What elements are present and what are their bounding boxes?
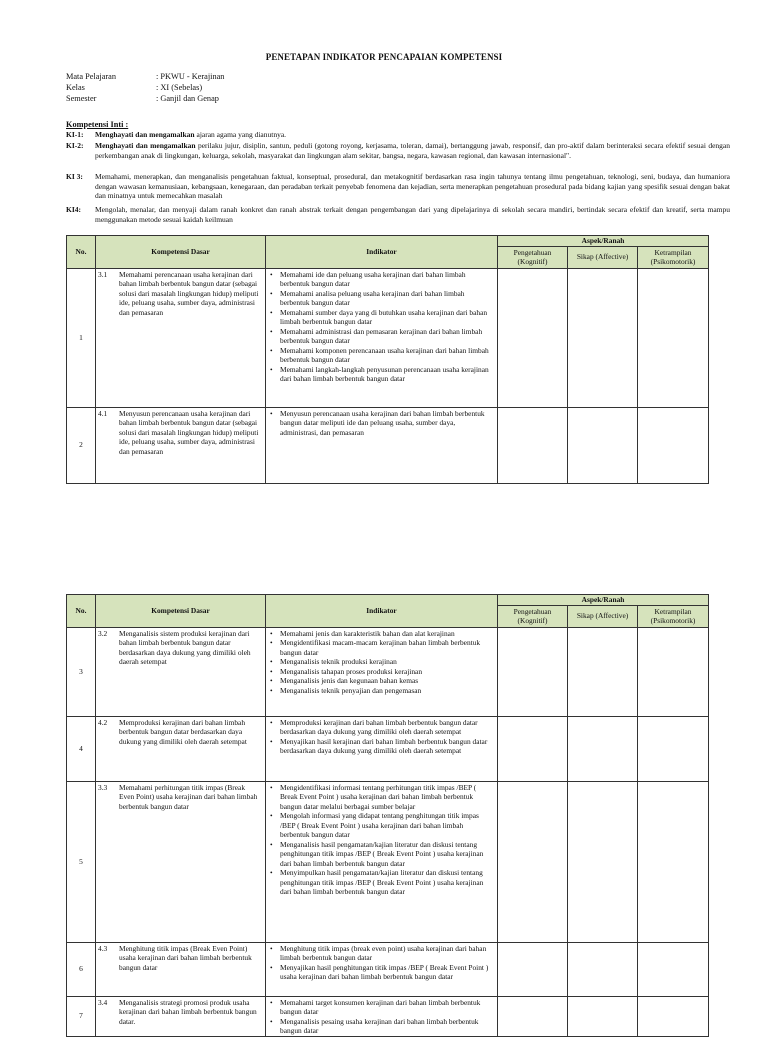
sikap-cell xyxy=(568,627,638,716)
pengetahuan-cell xyxy=(498,268,568,407)
indikator-item: • Menganalisis teknik produksi kerajinan xyxy=(280,657,493,667)
indikator-item: • Memahami analisa peluang usaha kerajinan dari bahan limbah berbentuk bangun datar xyxy=(280,289,493,308)
indikator-cell xyxy=(266,996,498,1036)
kd-number: 3.2 xyxy=(98,628,108,638)
kd-text: Memproduksi kerajinan dari bahan limbah berbentuk bangun datar berdasarkan daya dukung yang dimiliki oleh daerah setempat xyxy=(119,717,247,746)
page-title: PENETAPAN INDIKATOR PENCAPAIAN KOMPETENSI xyxy=(265,52,503,62)
ketrampilan-cell xyxy=(638,268,709,407)
sikap-cell xyxy=(568,268,638,407)
indikator-item: • Memproduksi kerajinan dari bahan limbah berbentuk bangun datar berdasarkan daya dukung yang dimiliki oleh daerah setempat xyxy=(280,718,493,737)
sikap-cell xyxy=(568,716,638,781)
indikator-item: • Memahami target konsumen kerajinan dari bahan limbah berbentuk bangun datar xyxy=(280,998,493,1017)
row-number: 7 xyxy=(67,996,96,1036)
ki-bold: Menghayati dan mengamalkan xyxy=(95,141,196,150)
table-row xyxy=(67,407,709,483)
indikator-cell xyxy=(266,407,498,483)
kd-cell xyxy=(96,268,266,407)
header-no: No. xyxy=(67,595,96,628)
indikator-item: • Menganalisis tahapan proses produksi kerajinan xyxy=(280,667,493,677)
ki-text: ajaran agama yang dianutnya. xyxy=(194,130,287,139)
kd-number: 4.1 xyxy=(98,408,108,418)
kd-cell xyxy=(96,942,266,996)
meta-label: Mata Pelajaran xyxy=(66,72,116,81)
ki-text: Mengolah, menalar, dan menyaji dalam ranah konkret dan ranah abstrak terkait dengan pengembangan dari yang dipelajarinya di sekolah secara mandiri, bertindak secara efektif dan kreatif, serta mampu menggunakan metode sesuai kaidah keilmuan xyxy=(95,205,730,224)
sikap-cell xyxy=(568,407,638,483)
ketrampilan-cell xyxy=(638,407,709,483)
indikator-item: • Menyajikan hasil penghitungan titik impas /BEP ( Break Event Point ) usaha kerajinan dari bahan limbah berbentuk bangun datar xyxy=(280,963,493,982)
pengetahuan-cell xyxy=(498,627,568,716)
ki-code: KI 3: xyxy=(66,172,83,181)
indikator-item: • Menyajikan hasil kerajinan dari bahan limbah berbentuk bangun datar berdasarkan daya dukung yang dimiliki oleh daerah setempat xyxy=(280,737,493,756)
table-row xyxy=(67,268,709,407)
row-number: 1 xyxy=(67,268,96,407)
kd-number: 3.1 xyxy=(98,269,108,279)
indikator-item: • Memahami administrasi dan pemasaran kerajinan dari bahan limbah berbentuk bangun datar xyxy=(280,327,493,346)
header-sikap: Sikap (Affective) xyxy=(568,246,638,268)
ki-item xyxy=(66,172,730,201)
indikator-item: • Mengidentifikasi informasi tentang perhitungan titik impas /BEP ( Break Event Point ) usaha kerajinan dari bahan limbah berbentuk bangun datar melalui berbagai sumber belajar xyxy=(280,783,493,812)
table-row xyxy=(67,781,709,942)
table-row xyxy=(67,716,709,781)
indikator-cell xyxy=(266,627,498,716)
sikap-cell xyxy=(568,996,638,1036)
kd-cell xyxy=(96,407,266,483)
ki-bold: Menghayati dan mengamalkan xyxy=(95,130,195,139)
kd-text: Menghitung titik impas (Break Even Point) usaha kerajinan dari bahan limbah berbentuk bangun datar xyxy=(119,943,252,972)
header-indikator: Indikator xyxy=(266,595,498,628)
meta-value: : Ganjil dan Genap xyxy=(156,94,219,103)
header-indikator: Indikator xyxy=(266,236,498,269)
indikator-item: • Memahami ide dan peluang usaha kerajinan dari bahan limbah berbentuk bangun datar xyxy=(280,270,493,289)
kompetensi-inti-heading: Kompetensi Inti : xyxy=(66,120,129,129)
row-number: 2 xyxy=(67,407,96,483)
row-number: 5 xyxy=(67,781,96,942)
header-ketrampilan: Ketrampilan (Psikomotorik) xyxy=(638,605,709,627)
indikator-cell xyxy=(266,942,498,996)
indikator-cell xyxy=(266,268,498,407)
header-sikap: Sikap (Affective) xyxy=(568,605,638,627)
indikator-item: • Memahami jenis dan karakteristik bahan dan alat kerajinan xyxy=(280,629,493,639)
indikator-item: • Memahami langkah-langkah penyusunan perencanaan usaha kerajinan dari bahan limbah berbentuk bangun datar xyxy=(280,365,493,384)
indikator-item: • Mengidentifikasi macam-macam kerajinan bahan limbah berbentuk bangun datar xyxy=(280,638,493,657)
indikator-item: • Menganalisis jenis dan kegunaan bahan kemas xyxy=(280,676,493,686)
indikator-table-2 xyxy=(66,594,709,1037)
table-row xyxy=(67,942,709,996)
indikator-item: • Menyimpulkan hasil pengamatan/kajian literatur dan diskusi tentang penghitungan titik impas /BEP ( Break Event Point ) usaha kerajinan dari bahan limbah berbentuk bangun datar xyxy=(280,868,493,897)
kd-cell xyxy=(96,781,266,942)
meta-label: Semester xyxy=(66,94,97,103)
header-aspek-ranah: Aspek/Ranah xyxy=(498,236,709,247)
ketrampilan-cell xyxy=(638,942,709,996)
indikator-item: • Memahami sumber daya yang di butuhkan usaha kerajinan dari bahan limbah berbentuk bangun datar xyxy=(280,308,493,327)
meta-label: Kelas xyxy=(66,83,85,92)
sikap-cell xyxy=(568,781,638,942)
ki-item xyxy=(66,205,730,224)
pengetahuan-cell xyxy=(498,716,568,781)
row-number: 3 xyxy=(67,627,96,716)
indikator-table-1 xyxy=(66,235,709,484)
kd-cell xyxy=(96,996,266,1036)
kd-text: Menganalisis sistem produksi kerajinan dari bahan limbah berbentuk bangun datar berdasarkan daya dukung yang dimiliki oleh daerah setempat xyxy=(119,628,251,666)
indikator-item: • Mengolah informasi yang didapat tentang penghitungan titik impas /BEP ( Break Event Point ) usaha kerajinan dari bahan limbah berbentuk bangun datar xyxy=(280,811,493,840)
kd-number: 3.3 xyxy=(98,782,108,792)
ketrampilan-cell xyxy=(638,781,709,942)
ki-text: Memahami, menerapkan, dan menganalisis pengetahuan faktual, konseptual, prosedural, dan metakognitif berdasarkan rasa ingin tahunya tentang ilmu pengetahuan, teknologi, seni, budaya, dan humaniora dengan wawasan kemanusiaan, kebangsaan, kenegaraan, dan peradaban terkait penyebab fenomena dan kejadian, serta menerapkan pengetahuan prosedural pada bidang kajian yang spesifik sesuai dengan bakat dan minatnya untuk memecahkan masalah xyxy=(95,172,730,200)
kd-text: Memahami perhitungan titik impas (Break Even Point) usaha kerajinan dari bahan limbah berbentuk bangun datar xyxy=(119,782,258,811)
ketrampilan-cell xyxy=(638,627,709,716)
indikator-item: • Menghitung titik impas (break even point) usaha kerajinan dari bahan limbah berbentuk bangun datar xyxy=(280,944,493,963)
pengetahuan-cell xyxy=(498,996,568,1036)
indikator-cell xyxy=(266,716,498,781)
kd-text: Menganalisis strategi promosi produk usaha kerajinan dari bahan limbah berbentuk bangun datar. xyxy=(119,997,257,1026)
table-row xyxy=(67,996,709,1036)
kd-text: Menyusun perencanaan usaha kerajinan dari bahan limbah berbentuk bangun datar (sebagai solusi dari masalah lingkungan hidup) meliputi ide, peluang usaha, sumber daya, administrasi dan pemasaran xyxy=(119,408,259,456)
indikator-cell xyxy=(266,781,498,942)
pengetahuan-cell xyxy=(498,781,568,942)
header-pengetahuan: Pengetahuan (Kognitif) xyxy=(498,605,568,627)
table-row xyxy=(67,627,709,716)
sikap-cell xyxy=(568,942,638,996)
header-ketrampilan: Ketrampilan (Psikomotorik) xyxy=(638,246,709,268)
indikator-item: • Memahami komponen perencanaan usaha kerajinan dari bahan limbah berbentuk bangun datar xyxy=(280,346,493,365)
ki-code: KI-2: xyxy=(66,141,84,150)
ki-item xyxy=(66,141,730,160)
kd-cell xyxy=(96,716,266,781)
header-aspek-ranah: Aspek/Ranah xyxy=(498,595,709,606)
indikator-item: • Menganalisis hasil pengamatan/kajian literatur dan diskusi tentang penghitungan titik impas /BEP ( Break Event Point ) usaha kerajinan dari bahan limbah berbentuk bangun datar xyxy=(280,840,493,869)
kd-number: 3.4 xyxy=(98,997,108,1007)
kd-number: 4.2 xyxy=(98,717,108,727)
ki-code: KI4: xyxy=(66,205,81,214)
kd-number: 4.3 xyxy=(98,943,108,953)
ki-item xyxy=(66,130,730,140)
row-number: 6 xyxy=(67,942,96,996)
meta-value: : XI (Sebelas) xyxy=(156,83,203,92)
indikator-item: • Menganalisis teknik penyajian dan pengemasan xyxy=(280,686,493,696)
row-number: 4 xyxy=(67,716,96,781)
ki-text: perilaku jujur, disiplin, santun, peduli (gotong royong, kerjasama, toleran, damai), bertanggung jawab, responsif, dan pro-aktif dalam berinteraksi secara efektif sesuai dengan perkembangan anak di lingkungan, keluarga, sekolah, masyarakat dan lingkungan alam sekitar, bangsa, negara, kawasan regional, dan kawasan internasional". xyxy=(95,141,730,160)
ketrampilan-cell xyxy=(638,996,709,1036)
kd-text: Memahami perencanaan usaha kerajinan dari bahan limbah berbentuk bangun datar (sebagai solusi dari masalah lingkungan hidup) meliputi ide, peluang usaha, sumber daya, administrasi dan pemasaran xyxy=(119,269,259,317)
ketrampilan-cell xyxy=(638,716,709,781)
header-kompetensi-dasar: Kompetensi Dasar xyxy=(96,236,266,269)
header-kompetensi-dasar: Kompetensi Dasar xyxy=(96,595,266,628)
meta-value: : PKWU - Kerajinan xyxy=(156,72,225,81)
ki-code: KI-1: xyxy=(66,130,84,139)
pengetahuan-cell xyxy=(498,942,568,996)
indikator-item: • Menyusun perencanaan usaha kerajinan dari bahan limbah berbentuk bangun datar meliputi ide dan peluang usaha, sumber daya, administrasi, dan pemasaran xyxy=(280,409,493,438)
header-pengetahuan: Pengetahuan (Kognitif) xyxy=(498,246,568,268)
header-no: No. xyxy=(67,236,96,269)
indikator-item: • Menganalisis pesaing usaha kerajinan dari bahan limbah berbentuk bangun datar xyxy=(280,1017,493,1036)
pengetahuan-cell xyxy=(498,407,568,483)
kd-cell xyxy=(96,627,266,716)
